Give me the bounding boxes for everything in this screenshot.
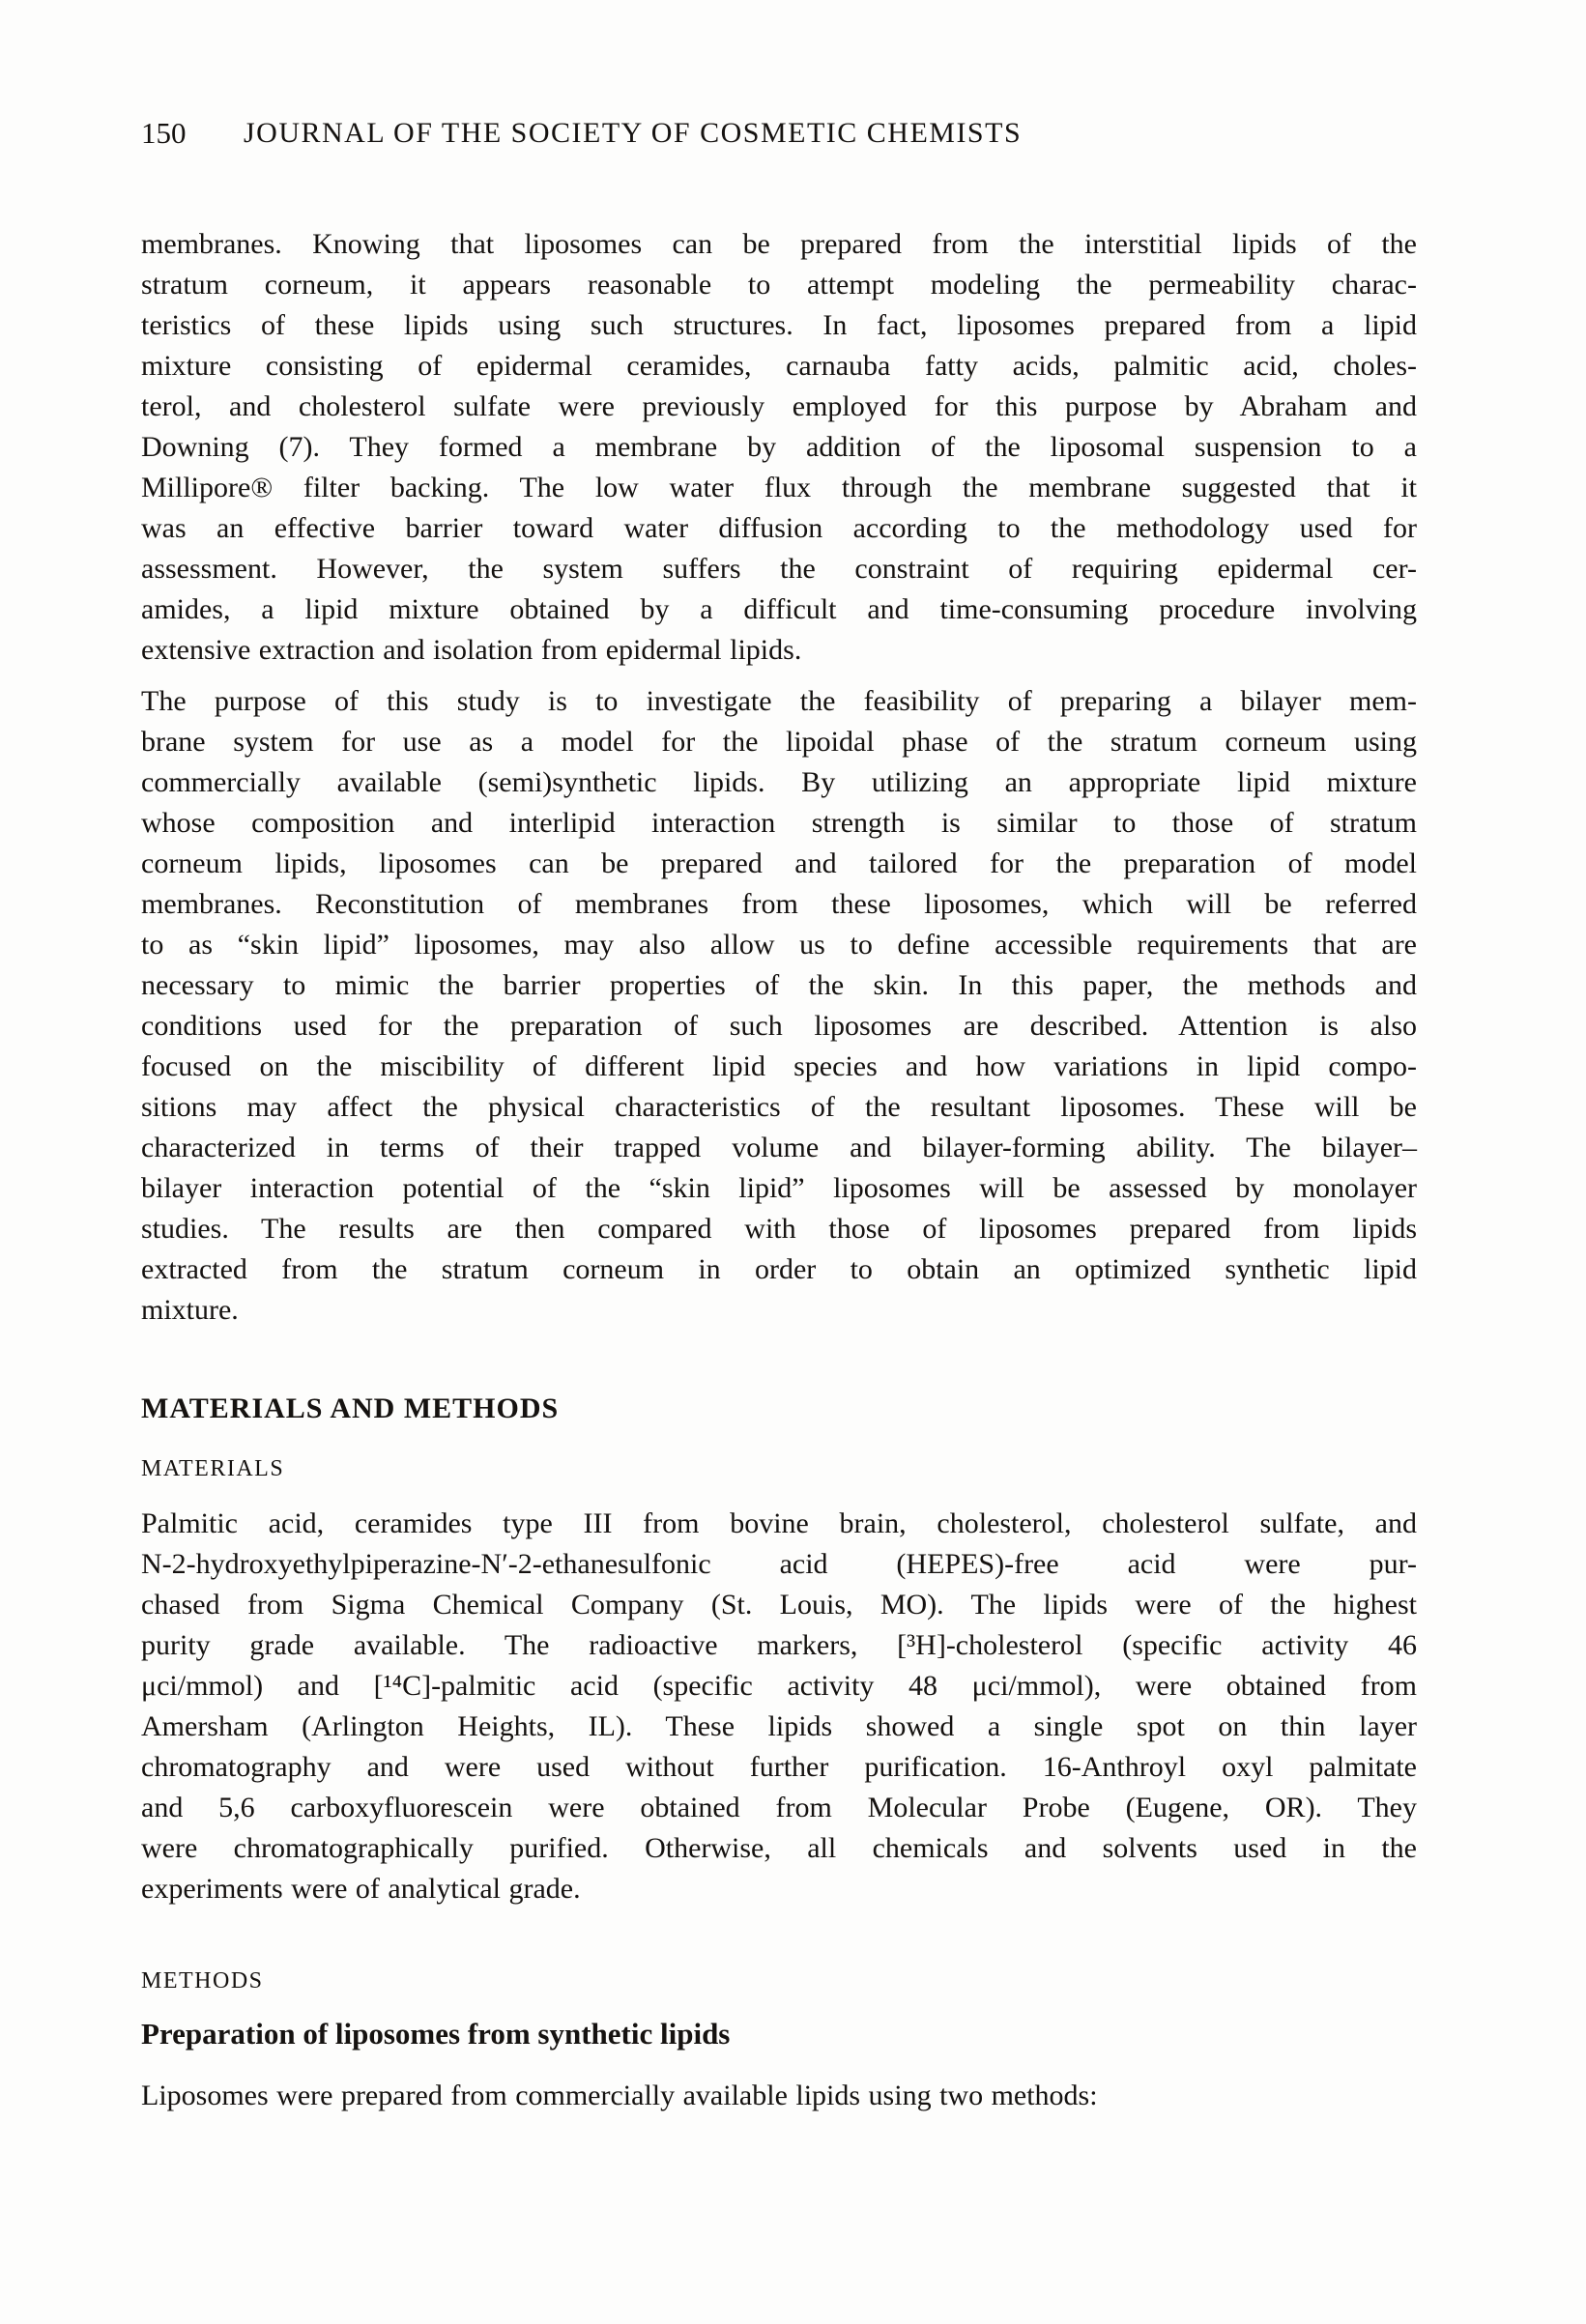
text-line: whose composition and interlipid interaction strength is similar to those of stratum [141,807,1417,839]
subheading-methods: METHODS [141,1968,264,1994]
text-line: mixture consisting of epidermal ceramides, carnauba fatty acids, palmitic acid, choles- [141,350,1417,382]
page-number: 150 [141,116,187,150]
text-line: Palmitic acid, ceramides type III from bovine brain, cholesterol, cholesterol sulfate, and [141,1507,1417,1539]
section-heading-materials-and-methods: MATERIALS AND METHODS [141,1392,560,1424]
text-line: to as “skin lipid” liposomes, may also allow us to define accessible requirements that are [141,929,1417,961]
text-line: studies. The results are then compared with those of liposomes prepared from lipids [141,1213,1417,1245]
text-line: Downing (7). They formed a membrane by addition of the liposomal suspension to a [141,431,1417,463]
text-line: extracted from the stratum corneum in order to obtain an optimized synthetic lipid [141,1253,1417,1285]
subheading-materials: MATERIALS [141,1456,285,1481]
subsection-title-preparation-of-liposomes: Preparation of liposomes from synthetic lipids [141,2017,731,2051]
text-line: stratum corneum, it appears reasonable to attempt modeling the permeability charac- [141,269,1417,301]
text-line: conditions used for the preparation of such liposomes are described. Attention is also [141,1010,1417,1042]
text-line: mixture. [141,1294,239,1326]
text-line: Millipore® filter backing. The low water flux through the membrane suggested that it [141,472,1417,503]
text-line: terol, and cholesterol sulfate were previously employed for this purpose by Abraham and [141,390,1417,422]
text-line: bilayer interaction potential of the “skin lipid” liposomes will be assessed by monolayer [141,1172,1417,1204]
text-line: commercially available (semi)synthetic lipids. By utilizing an appropriate lipid mixture [141,766,1417,798]
journal-running-title: JOURNAL OF THE SOCIETY OF COSMETIC CHEMISTS [244,117,1023,149]
paragraph-study-purpose [141,681,1417,1331]
text-line: focused on the miscibility of different lipid species and how variations in lipid compo- [141,1050,1417,1082]
text-line: Liposomes were prepared from commercially available lipids using two methods: [141,2080,1098,2111]
paragraph-materials [141,1504,1417,1909]
text-line: corneum lipids, liposomes can be prepared and tailored for the preparation of model [141,847,1417,879]
text-line: characterized in terms of their trapped volume and bilayer-forming ability. The bilayer– [141,1132,1417,1163]
text-line: membranes. Reconstitution of membranes from these liposomes, which will be referred [141,888,1417,920]
text-line: necessary to mimic the barrier properties of the skin. In this paper, the methods and [141,969,1417,1001]
text-line: extensive extraction and isolation from epidermal lipids. [141,634,802,666]
text-line: membranes. Knowing that liposomes can be prepared from the interstitial lipids of the [141,228,1417,260]
text-line: The purpose of this study is to investigate the feasibility of preparing a bilayer mem- [141,685,1417,717]
text-line: purity grade available. The radioactive markers, [³H]-cholesterol (specific activity 46 [141,1629,1417,1661]
text-line: chased from Sigma Chemical Company (St. Louis, MO). The lipids were of the highest [141,1589,1417,1621]
text-line: and 5,6 carboxyfluorescein were obtained from Molecular Probe (Eugene, OR). They [141,1792,1417,1823]
text-line: amides, a lipid mixture obtained by a difficult and time-consuming procedure involving [141,593,1417,625]
text-line: was an effective barrier toward water diffusion according to the methodology used for [141,512,1417,544]
text-line: μci/mmol) and [¹⁴C]-palmitic acid (specific activity 48 μci/mmol), were obtained from [141,1670,1417,1702]
text-line: N-2-hydroxyethylpiperazine-N′-2-ethanesulfonic acid (HEPES)-free acid were pur- [141,1548,1417,1580]
text-line: teristics of these lipids using such structures. In fact, liposomes prepared from a lipid [141,309,1417,341]
text-line: Amersham (Arlington Heights, IL). These lipids showed a single spot on thin layer [141,1710,1417,1742]
text-line: assessment. However, the system suffers the constraint of requiring epidermal cer- [141,553,1417,585]
paragraph-methods-intro [141,2076,1417,2116]
text-line: sitions may affect the physical characteristics of the resultant liposomes. These will be [141,1091,1417,1123]
text-line: were chromatographically purified. Otherwise, all chemicals and solvents used in the [141,1832,1417,1864]
text-line: experiments were of analytical grade. [141,1873,581,1905]
text-line: brane system for use as a model for the lipoidal phase of the stratum corneum using [141,726,1417,758]
paragraph-intro-continued [141,224,1417,671]
text-line: chromatography and were used without further purification. 16-Anthroyl oxyl palmitate [141,1751,1417,1783]
